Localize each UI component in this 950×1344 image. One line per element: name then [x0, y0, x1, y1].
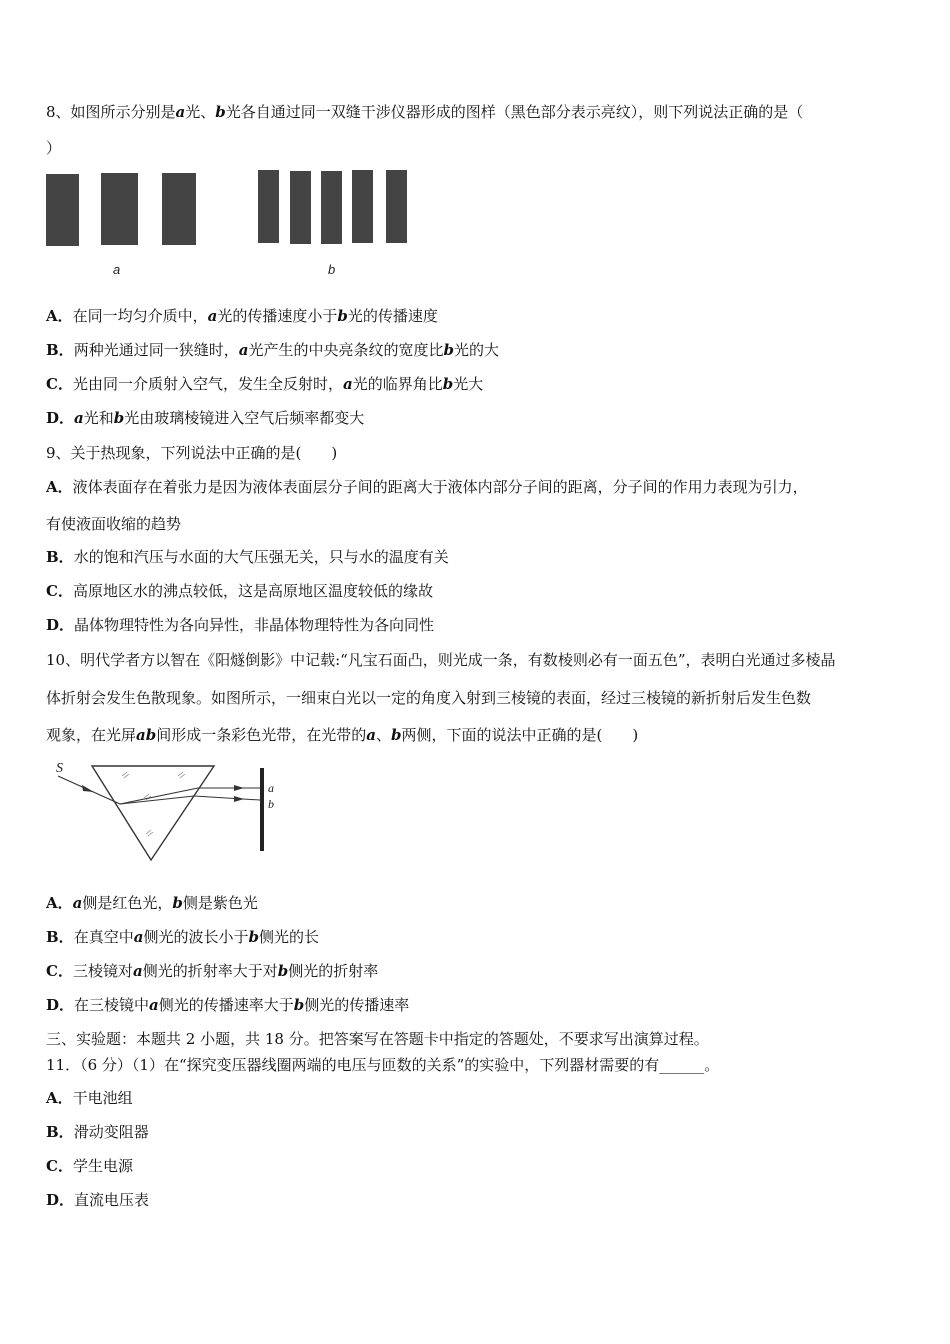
interference-pattern-figure [40, 165, 420, 285]
q9-stem: 9、关于热现象，下列说法中正确的是( ) [46, 444, 338, 462]
fringe-a-1 [46, 174, 79, 246]
q11-stem: 11．（6 分）（1）在“探究变压器线圈两端的电压与匝数的关系”的实验中，下列器材需要的有______。 [46, 1056, 720, 1074]
q9-option-c[interactable]: C．高原地区水的沸点较低，这是高原地区温度较低的缘故 [46, 582, 433, 600]
q8-option-b[interactable]: B．两种光通过同一狭缝时，a光产生的中央亮条纹的宽度比b光的大 [46, 341, 499, 359]
exit-arrow-b [234, 796, 244, 802]
prism [92, 766, 214, 860]
q9-option-a-cont: 有使液面收缩的趋势 [46, 515, 182, 533]
fringe-a-3 [162, 173, 196, 245]
q8-stem-line2: ） [46, 139, 62, 157]
exit-ray-b [194, 796, 260, 800]
fig-label-b: b [328, 262, 336, 277]
q9-option-d[interactable]: D．晶体物理特性为各向异性，非晶体物理特性为各向同性 [46, 616, 435, 634]
q8-option-c[interactable]: C．光由同一介质射入空气，发生全反射时，a光的临界角比b光大 [46, 375, 484, 393]
q11-option-d[interactable]: D．直流电压表 [46, 1191, 150, 1209]
q10-option-c[interactable]: C．三棱镜对a侧光的折射率大于对b侧光的折射率 [46, 962, 379, 980]
q10-stem-line1: 10、明代学者方以智在《阳燧倒影》中记载:“凡宝石面凸，则光成一条，有数棱则必有一面五色”，表明白光通过多棱晶 [46, 651, 836, 669]
q10-option-a[interactable]: A．a侧是红色光，b侧是紫色光 [46, 894, 258, 912]
q10-stem-line2: 体折射会发生色散现象。如图所示，一细束白光以一定的角度入射到三棱镜的表面，经过三棱镜的新折射后发生色数 [46, 689, 812, 707]
fringe-b-1 [258, 170, 279, 243]
q8-option-d[interactable]: D．a光和b光由玻璃棱镜进入空气后频率都变大 [46, 409, 365, 427]
prism-dispersion-figure [48, 758, 288, 868]
fringe-b-5 [386, 170, 407, 243]
incident-arrow [82, 785, 94, 792]
q11-option-c[interactable]: C．学生电源 [46, 1157, 133, 1175]
fig-label-b: b [268, 797, 274, 811]
q11-option-a[interactable]: A．干电池组 [46, 1089, 133, 1107]
q11-option-b[interactable]: B．滑动变阻器 [46, 1123, 149, 1141]
fringe-b-4 [352, 170, 373, 243]
internal-ray-b [120, 796, 194, 804]
q10-option-d[interactable]: D．在三棱镜中a侧光的传播速率大于b侧光的传播速率 [46, 996, 410, 1014]
internal-ray-a [120, 788, 198, 804]
fringe-b-2 [290, 171, 311, 244]
exit-arrow-a [234, 785, 244, 791]
q8-stem-line1: 8、如图所示分别是a光、b光各自通过同一双缝干涉仪器形成的图样（黑色部分表示亮纹），则下列说法正确的是（ [46, 103, 804, 121]
q9-option-a[interactable]: A．液体表面存在着张力是因为液体表面层分子间的距离大于液体内部分子间的距离，分子间的作用力表现为引力， [46, 478, 808, 496]
fig-label-a: a [268, 781, 274, 795]
fringe-a-2 [101, 173, 138, 245]
q9-option-b[interactable]: B．水的饱和汽压与水面的大气压强无关，只与水的温度有关 [46, 548, 449, 566]
fringe-b-3 [321, 171, 342, 244]
section-3-heading: 三、实验题：本题共 2 小题，共 18 分。把答案写在答题卡中指定的答题处，不要求写出演算过程。 [46, 1030, 709, 1048]
q8-option-a[interactable]: A．在同一均匀介质中，a光的传播速度小于b光的传播速度 [46, 307, 438, 325]
screen [260, 768, 264, 851]
q10-option-b[interactable]: B．在真空中a侧光的波长小于b侧光的长 [46, 928, 319, 946]
fig-label-s: S [56, 761, 63, 776]
q10-stem-line3: 观象，在光屏ab间形成一条彩色光带，在光带的a、b两侧，下面的说法中正确的是( ) [46, 726, 639, 744]
fig-label-a: a [113, 262, 121, 277]
